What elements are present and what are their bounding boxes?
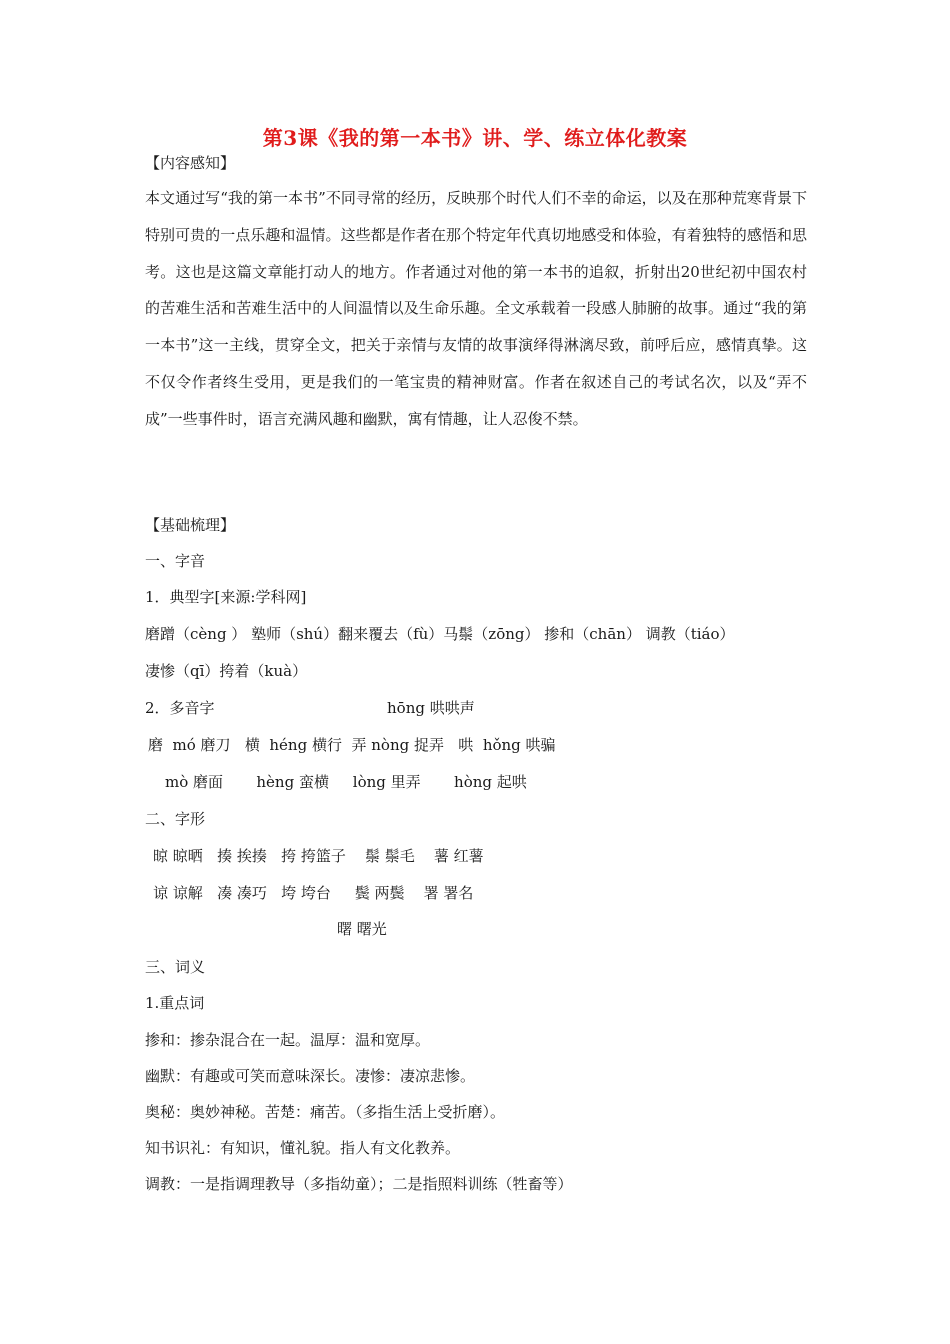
definition-line-5: 调教：一是指调理教导（多指幼童）；二是指照料训练（牲畜等） xyxy=(145,1175,573,1193)
polyphonic-row-1: 磨 mó 磨刀 横 héng 横行 弄 nòng 捉弄 哄 hǒng 哄骗 xyxy=(148,736,556,754)
polyphonic-row-2: mò 磨面 hèng 蛮横 lòng 里弄 hòng 起哄 xyxy=(165,773,527,791)
typical-characters-heading: 1．典型字[来源:学科网] xyxy=(145,588,307,606)
definition-line-3: 奥秘：奥妙神秘。苦楚：痛苦。（多指生活上受折磨）。 xyxy=(145,1103,506,1121)
definition-line-1: 掺和：掺杂混合在一起。温厚：温和宽厚。 xyxy=(145,1031,431,1049)
key-words-heading: 1.重点词 xyxy=(145,994,205,1012)
pronunciation-heading: 一、字音 xyxy=(145,552,206,570)
glyph-row-2: 谅 谅解 凑 凑巧 垮 垮台 鬓 两鬓 署 署名 xyxy=(153,884,474,902)
glyph-row-1: 晾 晾晒 揍 挨揍 挎 挎篮子 鬃 鬃毛 薯 红薯 xyxy=(153,847,484,865)
meaning-heading: 三、词义 xyxy=(145,958,206,976)
section-heading-basics: 【基础梳理】 xyxy=(145,516,236,534)
section-heading-content: 【内容感知】 xyxy=(145,154,236,172)
glyph-heading: 二、字形 xyxy=(145,810,206,828)
typical-characters-line-1: 磨蹭（cèng ） 塾师（shú）翻来覆去（fù）马鬃（zōng） 掺和（chān） 调教（tiáo） xyxy=(145,625,735,643)
typical-characters-line-2: 凄惨（qī）挎着（kuà） xyxy=(145,662,308,680)
glyph-row-3: 曙 曙光 xyxy=(337,920,387,938)
definition-line-4: 知书识礼：有知识，懂礼貌。指人有文化教养。 xyxy=(145,1139,461,1157)
polyphonic-hong-first: hōng 哄哄声 xyxy=(387,699,475,717)
content-paragraph: 本文通过写“我的第一本书”不同寻常的经历，反映那个时代人们不幸的命运，以及在那种荒寒背景下特别可贵的一点乐趣和温情。这些都是作者在那个特定年代真切地感受和体验，有着独特的感悟和思考。这也是这篇文章能打动人的地方。作者通过对他的第一本书的追叙，折射出20世纪初中国农村的苦难生活和苦难生活中的人间温情以及生命乐趣。全文承载着一段感人肺腑的故事。通过“我的第一本书”这一主线，贯穿全文，把关于亲情与友情的故事演绎得淋漓尽致，前呼后应，感情真挚。这不仅令作者终生受用，更是我们的一笔宝贵的精神财富。作者在叙述自己的考试名次，以及“弄不成”一些事件时，语言充满风趣和幽默，寓有情趣，让人忍俊不禁。 xyxy=(145,189,807,428)
definition-line-2: 幽默：有趣或可笑而意味深长。凄惨：凄凉悲惨。 xyxy=(145,1067,476,1085)
polyphonic-heading: 2．多音字 xyxy=(145,699,215,717)
document-title: 第3课《我的第一本书》讲、学、练立体化教案 xyxy=(262,126,688,150)
